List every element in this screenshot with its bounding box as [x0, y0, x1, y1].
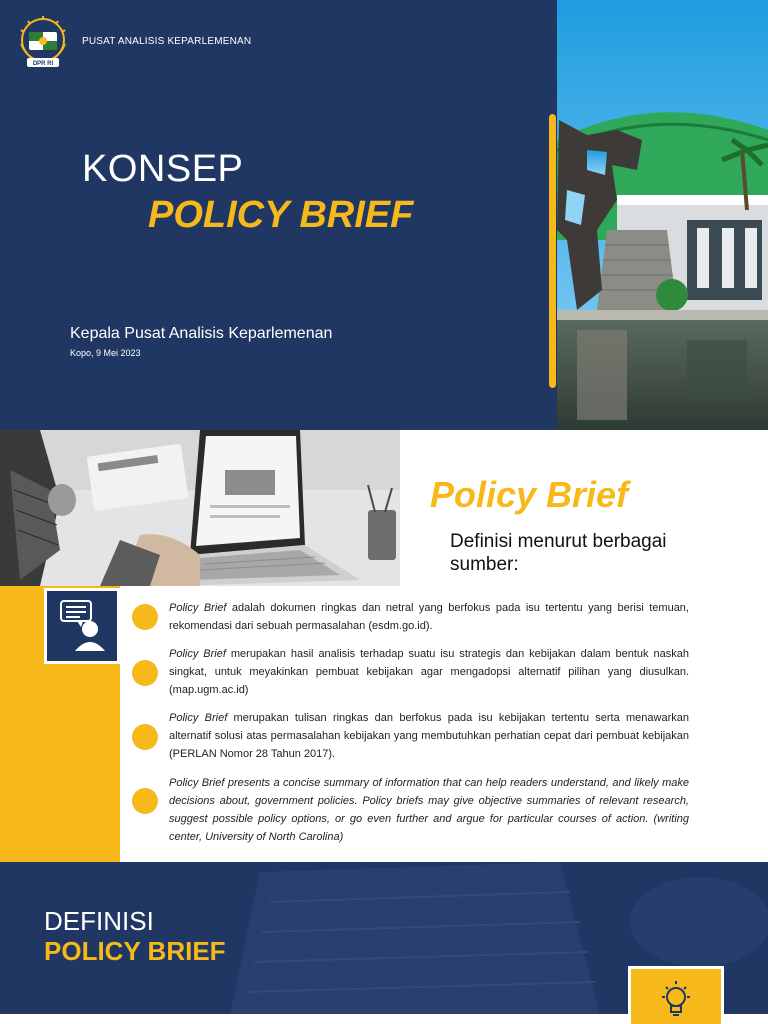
svg-text:DPR RI: DPR RI [32, 61, 54, 67]
presenter-icon-box [44, 588, 120, 664]
section-title-line-1: DEFINISI [44, 906, 154, 936]
presentation-date: Kopo, 9 Mei 2023 [70, 348, 141, 358]
title-line-2: POLICY BRIEF [148, 194, 414, 236]
lightbulb-icon [631, 969, 721, 1024]
lightbulb-icon-box [628, 966, 724, 1024]
definitions-slide [0, 430, 768, 862]
section-header-slide [0, 862, 768, 1024]
definition-term: Policy Brief [169, 602, 227, 614]
definition-item [169, 774, 689, 846]
title-panel [0, 0, 557, 430]
definition-item [169, 599, 689, 635]
definition-text: merupakan hasil analisis terhadap suatu isu strategis dan kebijakan dalam bentuk naskah singkat, untuk meyakinkan pembuat kebijakan agar mengadopsi alternatif pilihan yang diusulkan. (map.ugm.ac.id) [169, 648, 689, 696]
org-name: PUSAT ANALISIS KEPARLEMENAN [82, 36, 252, 47]
bullet-dot [132, 724, 158, 750]
title-line-1: KONSEP [82, 148, 244, 190]
definition-term: Policy Brief [169, 648, 226, 660]
dpr-emblem-icon [16, 14, 70, 70]
definition-text: presents a concise summary of information that can help readers understand, and likely make decisions about, government policies. Policy briefs may give objective summaries of relevant research, suggest possible policy options, or go even further and argue for particular courses of action. (writing center, University of North Carolina) [169, 777, 689, 843]
presenter-icon [47, 591, 117, 661]
parliament-building-photo [557, 0, 768, 430]
definition-term: Policy Brief [169, 712, 228, 724]
definition-text: adalah dokumen ringkas dan netral yang berfokus pada isu tertentu yang berisi temuan, rekomendasi dari sebuah permasalahan (esdm.go.id). [169, 602, 689, 632]
presenter-title: Kepala Pusat Analisis Keparlemenan [70, 325, 333, 342]
section-title-line-2: POLICY BRIEF [44, 936, 226, 966]
definition-term: Policy Brief [169, 777, 225, 789]
definition-item [169, 645, 689, 699]
definition-text: merupakan tulisan ringkas dan berfokus pada isu kebijakan tertentu serta menawarkan alternatif solusi atas permasalahan kebijakan yang membutuhkan perhatian cepat dari pembuat kebijakan (PERLAN Nomor 28 Tahun 2017). [169, 712, 689, 760]
bullet-dot [132, 660, 158, 686]
definition-item [169, 709, 689, 763]
section-title: Policy Brief [430, 474, 629, 515]
bullet-dot [132, 604, 158, 630]
accent-bar [549, 114, 556, 388]
title-slide [0, 0, 768, 430]
bullet-dot [132, 788, 158, 814]
laptop-desk-photo [0, 430, 400, 586]
section-subtitle: Definisi menurut berbagai sumber: [450, 531, 667, 575]
